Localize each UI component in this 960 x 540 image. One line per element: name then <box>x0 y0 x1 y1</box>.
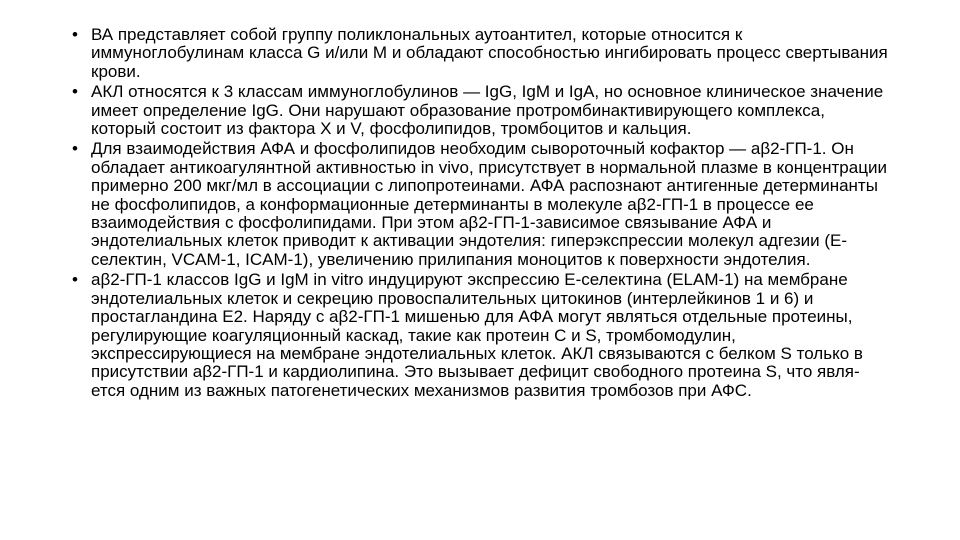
bullet-item-akl <box>72 83 892 138</box>
bullet-text: АКЛ относятся к 3 классам иммуноглобулинов — IgG, IgM и IgA, но основное клиническое значение имеет определение IgG. Они нарушают образование протромбинактивирующего комплекса, который состоит из фактора X и V, фосфолипидов, тромбоцитов и кальция. <box>91 82 884 139</box>
bullet-item-cofactor <box>72 140 892 269</box>
bullet-dot-icon: • <box>72 270 78 290</box>
bullet-dot-icon: • <box>72 82 78 102</box>
bullet-text: Для взаимодействия АФА и фосфолипидов необходим сывороточный кофактор — aβ2-ГП-1. Он обладает антикоагулянтной активностью in vivo, присутствует в нормальной плазме в концентрации примерно 200 мкг/мл в ассоциации с липопротеинами. АФА распознают антигенные детерминанты не фосфолипидов, а конформационные детерминанты в молекуле aβ2-ГП-1 в процессе ее взаимодействия с фосфолипидами. При этом aβ2-ГП-1-зависимое связывание АФА и эндотелиальных клеток приводит к активации эндотелия: гиперэкспрессии молекул адгезии (Е- селектин, VCAM-1, ICAM-1), увеличению прилипания моноцитов к поверхности эндотелия. <box>91 139 887 269</box>
bullet-text: aβ2-ГП-1 классов IgG и IgM in vitro индуцируют экспрессию Е-селектина (ELAM-1) на мембране эндотелиальных клеток и секрецию провоспалительных цитокинов (интерлейкинов 1 и 6) и простагландина Е2. Наряду с aβ2-ГП-1 мишенью для АФА могут являться отдельные протеины, регулирующие коагуляционный каскад, такие как протеин С и S, тромбомодулин, экспрессирующиеся на мембране эндотелиальных клеток. АКЛ связываются с белком S только в присутствии aβ2-ГП-1 и кардиолипина. Это вызывает дефицит свободного протеина S, что явля- ется одним из важных патогенетических механизмов развития тромбозов при АФС. <box>91 270 863 400</box>
bullet-dot-icon: • <box>72 25 78 44</box>
bullet-dot-icon: • <box>72 139 78 159</box>
bullet-list <box>72 26 892 402</box>
bullet-item-va <box>72 26 892 81</box>
bullet-text: ВА представляет собой группу поликлональных аутоантител, которые относится к иммуноглобулинам класса G и/или M и обладают способностью ингибировать процесс свертывания крови. <box>91 25 888 81</box>
bullet-item-in-vitro <box>72 271 892 400</box>
